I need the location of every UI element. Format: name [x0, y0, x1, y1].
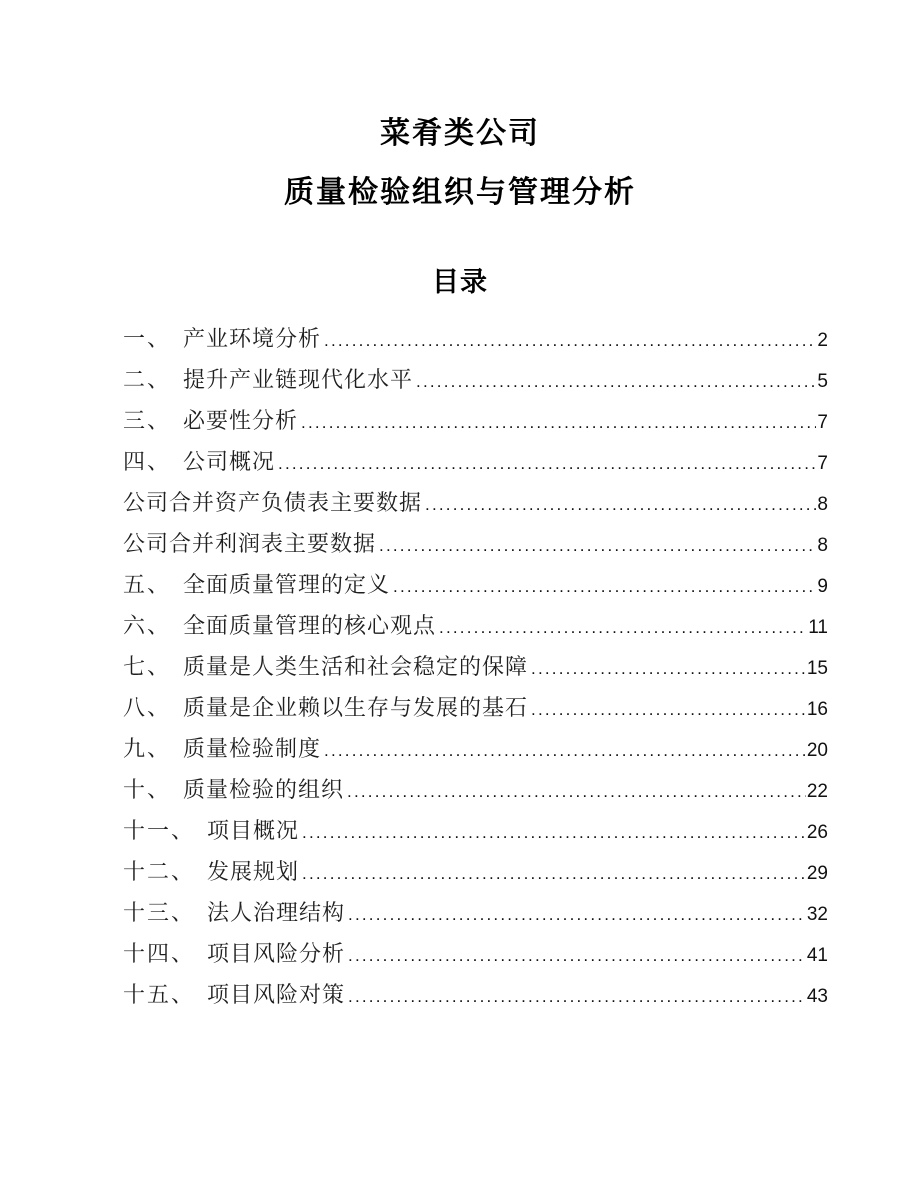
toc-dot-leader-line	[416, 361, 816, 403]
toc-entry-page-number: 32	[806, 904, 828, 925]
toc-entry-page-number: 8	[817, 535, 828, 556]
toc-list	[123, 319, 828, 1016]
toc-entry-number: 十二、	[123, 860, 196, 885]
toc-entry-title: 质量是人类生活和社会稳定的保障	[183, 655, 529, 680]
toc-entry-number: 六、	[123, 614, 172, 639]
toc-entry-number: 三、	[123, 409, 172, 434]
toc-dot-leader-line	[393, 566, 816, 608]
toc-dot-leader-line	[301, 402, 816, 444]
toc-entry-page-number: 16	[806, 699, 828, 720]
toc-entry[interactable]	[123, 852, 828, 893]
toc-entry-title: 提升产业链现代化水平	[183, 368, 414, 393]
toc-entry-title: 发展规划	[207, 860, 300, 885]
toc-heading: 目录	[432, 267, 488, 297]
toc-entry-title: 项目风险对策	[207, 983, 346, 1008]
toc-entry-title: 公司合并利润表主要数据	[123, 532, 377, 557]
toc-dot-leader-line	[302, 812, 806, 854]
toc-entry[interactable]	[123, 647, 828, 688]
toc-entry-number: 二、	[123, 368, 172, 393]
toc-entry[interactable]	[123, 606, 828, 647]
toc-entry-page-number: 20	[806, 740, 828, 761]
toc-dot-leader-line	[439, 607, 807, 649]
toc-dot-leader-line	[348, 976, 806, 1018]
toc-entry-title: 产业环境分析	[183, 327, 322, 352]
toc-entry[interactable]	[123, 483, 828, 524]
document-title-line2: 质量检验组织与管理分析	[284, 176, 636, 209]
toc-entry[interactable]	[123, 688, 828, 729]
toc-entry-number: 八、	[123, 696, 172, 721]
toc-entry-page-number: 8	[817, 494, 828, 515]
toc-dot-leader-line	[278, 443, 816, 485]
toc-dot-leader-line	[347, 771, 806, 813]
toc-entry-number: 四、	[123, 450, 172, 475]
toc-entry-page-number: 41	[806, 945, 828, 966]
toc-entry-title: 质量检验的组织	[183, 778, 345, 803]
toc-entry-number: 十三、	[123, 901, 196, 926]
toc-entry-number: 一、	[123, 327, 172, 352]
toc-entry[interactable]	[123, 524, 828, 565]
toc-dot-leader-line	[531, 689, 806, 731]
toc-entry-page-number: 11	[808, 617, 828, 638]
toc-entry[interactable]	[123, 319, 828, 360]
toc-entry-title: 全面质量管理的定义	[183, 573, 391, 598]
toc-entry-number: 十、	[123, 778, 172, 803]
toc-entry[interactable]	[123, 360, 828, 401]
toc-dot-leader-line	[379, 525, 816, 567]
toc-dot-leader-line	[425, 484, 816, 526]
toc-entry-title: 质量检验制度	[183, 737, 322, 762]
toc-entry-page-number: 7	[817, 453, 828, 474]
toc-entry-page-number: 5	[817, 371, 828, 392]
toc-entry[interactable]	[123, 975, 828, 1016]
toc-dot-leader-line	[324, 320, 816, 362]
toc-entry-number: 十一、	[123, 819, 196, 844]
toc-dot-leader-line	[302, 853, 806, 895]
toc-entry[interactable]	[123, 401, 828, 442]
toc-entry-title: 项目概况	[207, 819, 300, 844]
toc-entry[interactable]	[123, 442, 828, 483]
document-title-line1: 菜肴类公司	[380, 117, 540, 150]
toc-entry[interactable]	[123, 934, 828, 975]
toc-entry-number: 十五、	[123, 983, 196, 1008]
toc-entry[interactable]	[123, 565, 828, 606]
toc-entry-page-number: 43	[806, 986, 828, 1007]
toc-entry-page-number: 26	[806, 822, 828, 843]
toc-entry-number: 五、	[123, 573, 172, 598]
toc-entry-number: 七、	[123, 655, 172, 680]
toc-entry-title: 公司概况	[183, 450, 276, 475]
toc-entry[interactable]	[123, 893, 828, 934]
toc-dot-leader-line	[324, 730, 806, 772]
toc-entry-title: 必要性分析	[183, 409, 299, 434]
toc-entry-number: 九、	[123, 737, 172, 762]
toc-entry-title: 全面质量管理的核心观点	[183, 614, 437, 639]
toc-entry-page-number: 9	[817, 576, 828, 597]
toc-entry-title: 项目风险分析	[207, 942, 346, 967]
toc-entry-title: 法人治理结构	[207, 901, 346, 926]
toc-entry[interactable]	[123, 729, 828, 770]
toc-entry-page-number: 2	[817, 330, 828, 351]
toc-entry-page-number: 29	[806, 863, 828, 884]
toc-entry-page-number: 7	[817, 412, 828, 433]
toc-entry-title: 公司合并资产负债表主要数据	[123, 491, 423, 516]
toc-entry-page-number: 22	[806, 781, 828, 802]
toc-dot-leader-line	[348, 935, 806, 977]
toc-dot-leader-line	[348, 894, 806, 936]
toc-entry-page-number: 15	[806, 658, 828, 679]
toc-entry-title: 质量是企业赖以生存与发展的基石	[183, 696, 529, 721]
toc-entry[interactable]	[123, 811, 828, 852]
toc-dot-leader-line	[531, 648, 806, 690]
toc-entry[interactable]	[123, 770, 828, 811]
toc-entry-number: 十四、	[123, 942, 196, 967]
